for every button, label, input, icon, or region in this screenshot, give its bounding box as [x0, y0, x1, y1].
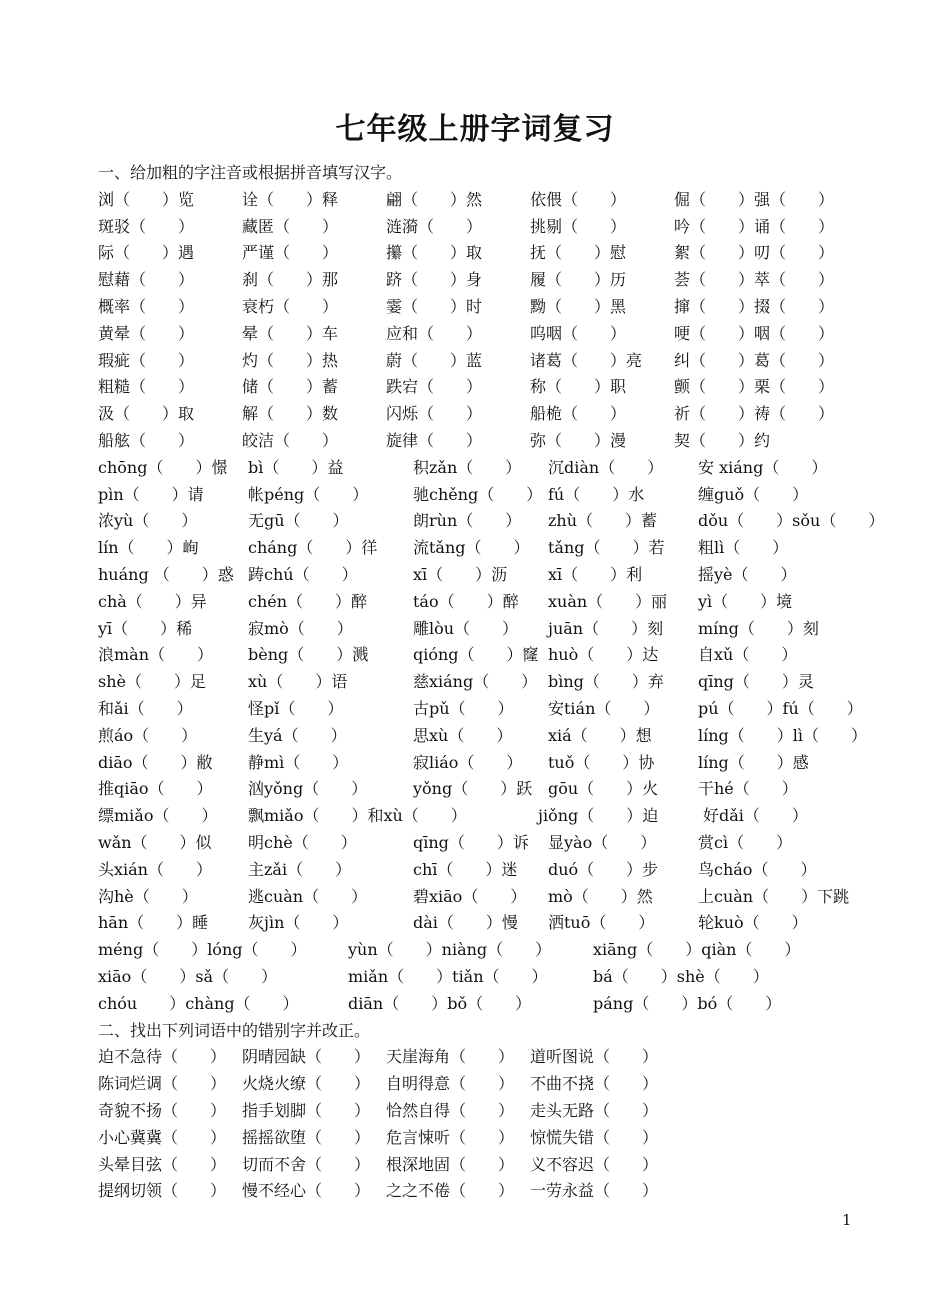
exercise-item: 祈（ ）祷（ ） [674, 404, 835, 424]
exercise-item: 切而不舍（ ） [242, 1154, 371, 1174]
exercise-item: 飘miǎo（ ）和xù（ ） [248, 806, 467, 826]
exercise-item: chōng（ ）憬 [98, 457, 228, 477]
exercise-item: 依偎（ ） [530, 189, 627, 209]
exercise-item: 应和（ ） [386, 323, 483, 343]
exercise-item: tǎng（ ）若 [548, 538, 665, 558]
exercise-item: hān（ ）睡 [98, 913, 209, 933]
exercise-item: 好dǎi（ ） [703, 806, 808, 826]
exercise-item: 逃cuàn（ ） [248, 886, 368, 906]
exercise-item: 斑驳（ ） [98, 216, 195, 236]
exercise-item: 藏匿（ ） [242, 216, 339, 236]
exercise-item: bì（ ）益 [248, 457, 344, 477]
exercise-item: méng（ ）lóng（ ） [98, 940, 307, 960]
exercise-item: 摇摇欲堕（ ） [242, 1127, 371, 1147]
exercise-item: 跻（ ）身 [386, 270, 483, 290]
exercise-item: xuàn（ ）丽 [548, 591, 668, 611]
exercise-item: 履（ ）历 [530, 270, 627, 290]
exercise-item: 小心冀冀（ ） [98, 1127, 227, 1147]
exercise-item: 一劳永益（ ） [530, 1181, 659, 1201]
exercise-item: diāo（ ）敝 [98, 752, 213, 772]
pinyin-row [98, 534, 858, 561]
exercise-item: táo（ ）醉 [413, 591, 519, 611]
exercise-item: 浏（ ）览 [98, 189, 195, 209]
exercise-item: 概率（ ） [98, 297, 195, 316]
exercise-item: 头xián（ ） [98, 859, 212, 879]
exercise-item: 显yào（ ） [548, 833, 657, 852]
exercise-item: 主zǎi（ ） [248, 859, 352, 879]
exercise-item: juān（ ）刻 [548, 618, 664, 638]
exercise-item: fú（ ）水 [548, 484, 645, 504]
exercise-item: 跌宕（ ） [386, 377, 483, 397]
exercise-item: 提纲切领（ ） [98, 1181, 227, 1201]
exercise-item: 黄晕（ ） [98, 323, 195, 343]
exercise-item: 上cuàn（ ）下跳 [698, 886, 850, 906]
char-row [98, 266, 858, 293]
pinyin-row [98, 963, 858, 990]
exercise-item: 指手划脚（ ） [242, 1101, 371, 1120]
exercise-item: xiá（ ）想 [548, 725, 652, 745]
exercise-item: 帐péng（ ） [248, 484, 369, 504]
correction-row [98, 1124, 858, 1151]
exercise-item: xù（ ）语 [248, 672, 348, 692]
exercise-item: diān（ ）bǒ（ ） [348, 993, 532, 1013]
exercise-item: 慰藉（ ） [98, 270, 195, 290]
char-row [98, 320, 858, 347]
exercise-item: 挑剔（ ） [530, 216, 627, 236]
char-row [98, 373, 858, 400]
exercise-item: 刹（ ）那 [242, 270, 339, 290]
exercise-item: duó（ ）步 [548, 859, 659, 879]
char-row [98, 239, 858, 266]
exercise-item: 之之不倦（ ） [386, 1181, 515, 1201]
exercise-item: 头晕目弦（ ） [98, 1154, 227, 1174]
exercise-item: 际（ ）遇 [98, 243, 195, 263]
section-heading: 一、给加粗的字注音或根据拼音填写汉字。 [98, 163, 403, 182]
exercise-item: 踌chú（ ） [248, 565, 358, 584]
char-row [98, 293, 858, 320]
exercise-item: 衰朽（ ） [242, 297, 339, 316]
exercise-item: chén（ ）醉 [248, 591, 368, 611]
exercise-item: 黝（ ）黑 [530, 297, 627, 316]
exercise-item: 撺（ ）掇（ ） [674, 297, 835, 316]
exercise-item: 煎áo（ ） [98, 725, 198, 745]
exercise-item: 赏cì（ ） [698, 833, 793, 852]
exercise-item: 干hé（ ） [698, 779, 798, 799]
exercise-item: 怪pǐ（ ） [248, 699, 344, 718]
exercise-item: 奇貌不扬（ ） [98, 1101, 227, 1120]
exercise-item: 鸟cháo（ ） [698, 859, 817, 879]
exercise-item: 洒tuō（ ） [548, 913, 655, 933]
exercise-item: xiāo（ ）sǎ（ ） [98, 967, 278, 986]
exercise-item: 呜咽（ ） [530, 323, 627, 343]
exercise-item: 天崖海角（ ） [386, 1047, 515, 1067]
exercise-item: 旋律（ ） [386, 431, 483, 450]
exercise-item: 自xǔ（ ） [698, 645, 798, 665]
exercise-item: 弥（ ）漫 [530, 431, 627, 450]
exercise-item: 慢不经心（ ） [242, 1181, 371, 1201]
exercise-item: 危言悚听（ ） [386, 1127, 515, 1147]
exercise-item: mò（ ）然 [548, 886, 653, 906]
exercise-item: 吟（ ）诵（ ） [674, 216, 835, 236]
exercise-item: 契（ ）约 [674, 431, 771, 450]
exercise-item: míng（ ）刻 [698, 618, 819, 638]
pinyin-row [98, 615, 858, 642]
pinyin-row [98, 454, 858, 481]
exercise-item: 荟（ ）萃（ ） [674, 270, 835, 290]
exercise-item: 沉diàn（ ） [548, 457, 664, 477]
exercise-item: 自明得意（ ） [386, 1074, 515, 1094]
pinyin-row [98, 883, 858, 910]
exercise-item: 慈xiáng（ ） [413, 672, 538, 692]
exercise-item: 瑕疵（ ） [98, 350, 195, 370]
section-heading: 二、找出下列词语中的错别字并改正。 [98, 1020, 371, 1040]
exercise-item: 惊慌失错（ ） [530, 1127, 659, 1147]
exercise-item: 恰然自得（ ） [386, 1101, 515, 1120]
exercise-item: 缥miǎo（ ） [98, 806, 218, 826]
correction-row [98, 1097, 858, 1124]
exercise-item: 轮kuò（ ） [698, 913, 808, 933]
exercise-item: zhù（ ）蓄 [548, 511, 658, 531]
exercise-item: 汹yǒng（ ） [248, 779, 368, 799]
exercise-item: 纠（ ）葛（ ） [674, 350, 835, 370]
exercise-item: 陈词烂调（ ） [98, 1074, 227, 1094]
exercise-item: 解（ ）数 [242, 404, 339, 424]
pinyin-row [98, 561, 858, 588]
exercise-item: bìng（ ）弃 [548, 672, 664, 692]
exercise-item: 闪烁（ ） [386, 404, 483, 424]
pinyin-row [98, 507, 885, 534]
exercise-item: 攥（ ）取 [386, 243, 483, 263]
exercise-item: 霎（ ）时 [386, 297, 483, 316]
exercise-item: 雕lòu（ ） [413, 618, 519, 638]
exercise-item: 和ǎi（ ） [98, 699, 193, 718]
exercise-item: 流tǎng（ ） [413, 538, 530, 558]
exercise-item: yī（ ）稀 [98, 618, 193, 638]
exercise-item: wǎn（ ）似 [98, 833, 212, 852]
exercise-item: 汲（ ）取 [98, 404, 195, 424]
exercise-item: 缠guǒ（ ） [698, 484, 809, 504]
exercise-item: 诸葛（ ）亮 [530, 350, 643, 370]
exercise-item: 倔（ ）强（ ） [674, 189, 835, 209]
exercise-item: tuǒ（ ）协 [548, 752, 655, 772]
exercise-item: xī（ ）沥 [413, 565, 508, 584]
exercise-item: 储（ ）蓄 [242, 377, 339, 397]
exercise-item: 安 xiáng（ ） [698, 457, 828, 477]
exercise-item: 寂mò（ ） [248, 618, 353, 638]
exercise-item: pìn（ ）请 [98, 484, 204, 504]
exercise-item: cháng（ ）徉 [248, 538, 378, 558]
exercise-item: pú（ ）fú（ ） [698, 699, 863, 718]
exercise-item: 无gū（ ） [248, 511, 349, 531]
exercise-item: 翩（ ）然 [386, 189, 483, 209]
exercise-item: bèng（ ）溅 [248, 645, 369, 665]
exercise-item: 根深地固（ ） [386, 1154, 515, 1174]
exercise-item: 称（ ）职 [530, 377, 627, 397]
pinyin-row [98, 641, 858, 668]
exercise-item: 哽（ ）咽（ ） [674, 323, 835, 343]
exercise-item: 粗lì（ ） [698, 538, 789, 558]
pinyin-row [98, 749, 858, 776]
exercise-item: 朗rùn（ ） [413, 511, 522, 531]
exercise-item: 晕（ ）车 [242, 323, 339, 343]
exercise-item: 明chè（ ） [248, 833, 357, 852]
exercise-item: lín（ ）峋 [98, 538, 199, 558]
exercise-item: 蔚（ ）蓝 [386, 350, 483, 370]
pinyin-row [98, 856, 858, 883]
exercise-item: 古pǔ（ ） [413, 699, 514, 718]
correction-row [98, 1151, 858, 1178]
exercise-item: shè（ ）足 [98, 672, 206, 692]
correction-row [98, 1043, 858, 1070]
exercise-item: 碧xiāo（ ） [413, 886, 527, 906]
exercise-item: qióng（ ）窿 [413, 645, 539, 665]
exercise-item: 推qiāo（ ） [98, 779, 213, 799]
char-row [98, 186, 858, 213]
exercise-item: huò（ ）达 [548, 645, 659, 665]
exercise-item: líng（ ）感 [698, 752, 809, 772]
exercise-item: xiāng（ ）qiàn（ ） [593, 940, 801, 960]
pinyin-row [98, 588, 858, 615]
exercise-item: 絮（ ）叨（ ） [674, 243, 835, 263]
exercise-item: 粗糙（ ） [98, 377, 195, 397]
exercise-item: gōu（ ）火 [548, 779, 659, 799]
exercise-item: 船舷（ ） [98, 431, 195, 450]
exercise-item: yǒng（ ）跃 [413, 779, 533, 799]
exercise-item: 阴晴园缺（ ） [242, 1047, 371, 1067]
exercise-item: qīng（ ）诉 [413, 833, 529, 852]
exercise-item: 静mì（ ） [248, 752, 349, 772]
exercise-item: 生yá（ ） [248, 725, 347, 745]
exercise-item: dǒu（ ）sǒu（ ） [698, 511, 885, 531]
exercise-item: 皎洁（ ） [242, 431, 339, 450]
exercise-item: 涟漪（ ） [386, 216, 483, 236]
exercise-item: 不曲不挠（ ） [530, 1074, 659, 1094]
pinyin-row [98, 990, 858, 1017]
exercise-item: 迫不急待（ ） [98, 1047, 227, 1067]
exercise-item: 积zǎn（ ） [413, 457, 522, 477]
exercise-item: 思xù（ ） [413, 725, 513, 745]
exercise-item: bá（ ）shè（ ） [593, 967, 769, 986]
exercise-item: 道听图说（ ） [530, 1047, 659, 1067]
exercise-item: 摇yè（ ） [698, 565, 797, 584]
exercise-item: chī（ ）迷 [413, 859, 518, 879]
correction-row [98, 1070, 858, 1097]
exercise-item: 灼（ ）热 [242, 350, 339, 370]
pinyin-row [98, 722, 868, 749]
exercise-item: 走头无路（ ） [530, 1101, 659, 1120]
exercise-item: 驰chěng（ ） [413, 484, 543, 504]
char-row [98, 427, 858, 454]
exercise-item: 寂liáo（ ） [413, 752, 523, 772]
page-title: 七年级上册字词复习 [335, 112, 615, 147]
pinyin-row [98, 775, 858, 802]
pinyin-row [98, 909, 858, 936]
exercise-item: 抚（ ）慰 [530, 243, 627, 263]
exercise-item: 颤（ ）栗（ ） [674, 377, 835, 397]
exercise-item: huáng （ ）惑 [98, 565, 234, 584]
char-row [98, 213, 858, 240]
correction-row [98, 1177, 858, 1204]
pinyin-row [98, 668, 858, 695]
exercise-item: 船桅（ ） [530, 404, 627, 424]
exercise-item: páng（ ）bó（ ） [593, 993, 782, 1013]
exercise-item: qīng（ ）灵 [698, 672, 814, 692]
exercise-item: líng（ ）lì（ ） [698, 725, 868, 745]
exercise-item: 浪màn（ ） [98, 645, 214, 665]
pinyin-row [98, 481, 858, 508]
pinyin-row [98, 829, 858, 856]
exercise-item: 严谨（ ） [242, 243, 339, 263]
page-number: 1 [842, 1211, 852, 1229]
exercise-item: dài（ ）慢 [413, 913, 518, 933]
pinyin-row [98, 802, 858, 829]
exercise-item: 义不容迟（ ） [530, 1154, 659, 1174]
exercise-item: miǎn（ ）tiǎn（ ） [348, 967, 548, 986]
exercise-item: chà（ ）异 [98, 591, 207, 611]
exercise-item: 灰jìn（ ） [248, 913, 349, 933]
exercise-item: xī（ ）利 [548, 565, 643, 584]
exercise-item: 诠（ ）释 [242, 189, 339, 209]
pinyin-row [98, 695, 863, 722]
char-row [98, 400, 858, 427]
char-row [98, 347, 858, 374]
exercise-item: yì（ ）境 [698, 591, 793, 611]
pinyin-row [98, 936, 858, 963]
exercise-item: 浓yù（ ） [98, 511, 198, 531]
exercise-item: 安tián（ ） [548, 699, 660, 718]
exercise-item: jiǒng（ ）迫 [538, 806, 659, 826]
exercise-item: 火烧火缭（ ） [242, 1074, 371, 1094]
exercise-item: 沟hè（ ） [98, 886, 198, 906]
exercise-item: chóu ）chàng（ ） [98, 993, 299, 1013]
exercise-item: yùn（ ）niàng（ ） [348, 940, 552, 960]
